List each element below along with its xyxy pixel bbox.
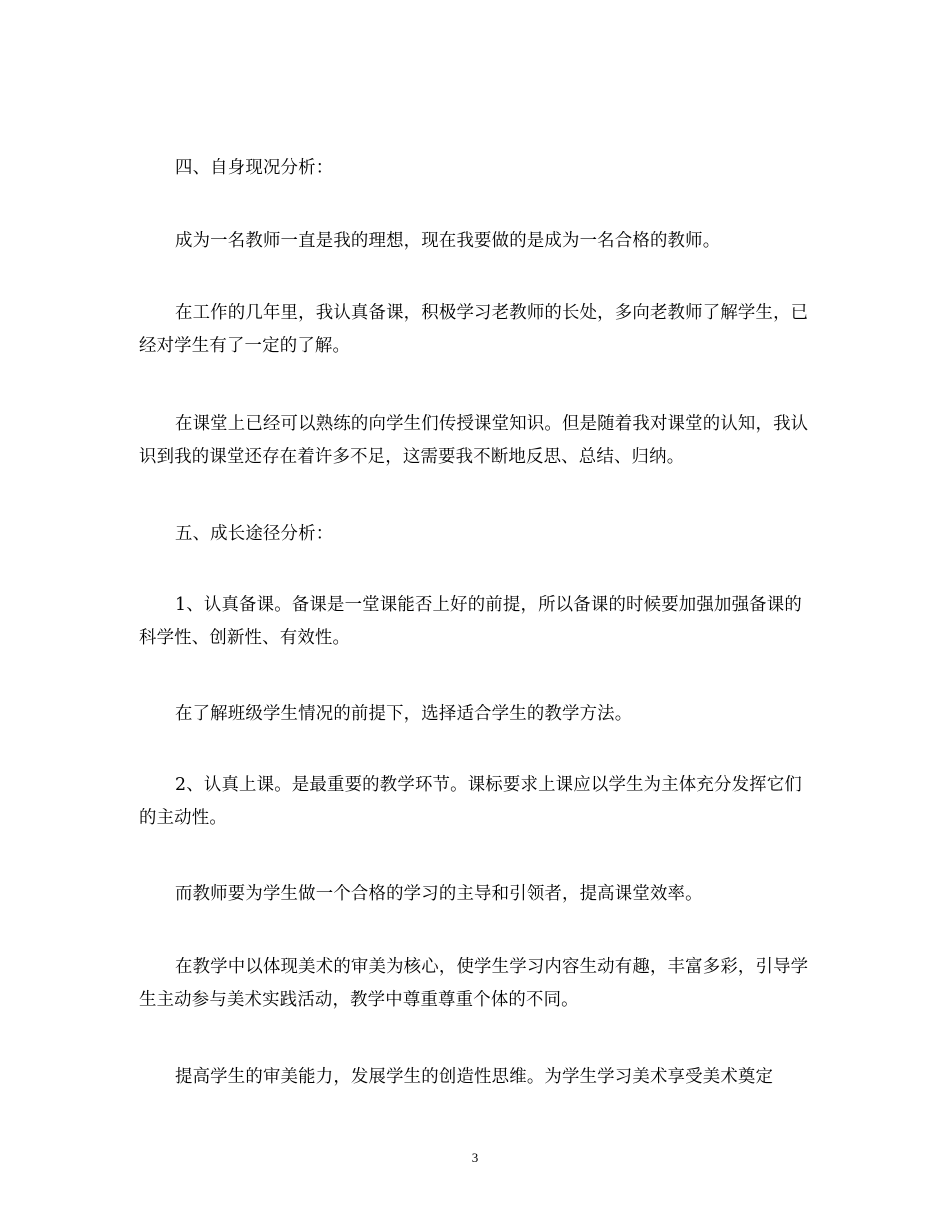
paragraph: 2、认真上课。是最重要的教学环节。课标要求上课应以学生为主体充分发挥它们的主动性。 [139, 775, 802, 828]
paragraph: 提高学生的审美能力，发展学生的创造性思维。为学生学习美术享受美术奠定 [175, 1067, 774, 1087]
paragraph: 1、认真备课。备课是一堂课能否上好的前提，所以备课的时候要加强加强备课的科学性、创新性、有效性。 [139, 595, 802, 648]
paragraph: 而教师要为学生做一个合格的学习的主导和引领者，提高课堂效率。 [175, 884, 703, 904]
paragraph: 在了解班级学生情况的前提下，选择适合学生的教学方法。 [175, 704, 633, 724]
page-number: 3 [471, 1150, 479, 1165]
paragraph: 成为一名教师一直是我的理想，现在我要做的是成为一名合格的教师。 [175, 231, 721, 251]
paragraph: 在课堂上已经可以熟练的向学生们传授课堂知识。但是随着我对课堂的认知，我认识到我的课堂还存在着许多不足，这需要我不断地反思、总结、归纳。 [139, 414, 809, 467]
paragraph: 在工作的几年里，我认真备课，积极学习老教师的长处，多向老教师了解学生，已经对学生有了一定的了解。 [139, 303, 809, 356]
paragraph-heading-growth-path: 五、成长途径分析： [175, 524, 334, 544]
paragraph-heading-self-analysis: 四、自身现况分析： [175, 158, 334, 178]
paragraph: 在教学中以体现美术的审美为核心，使学生学习内容生动有趣，丰富多彩，引导学生主动参与美术实践活动，教学中尊重尊重个体的不同。 [139, 957, 809, 1010]
